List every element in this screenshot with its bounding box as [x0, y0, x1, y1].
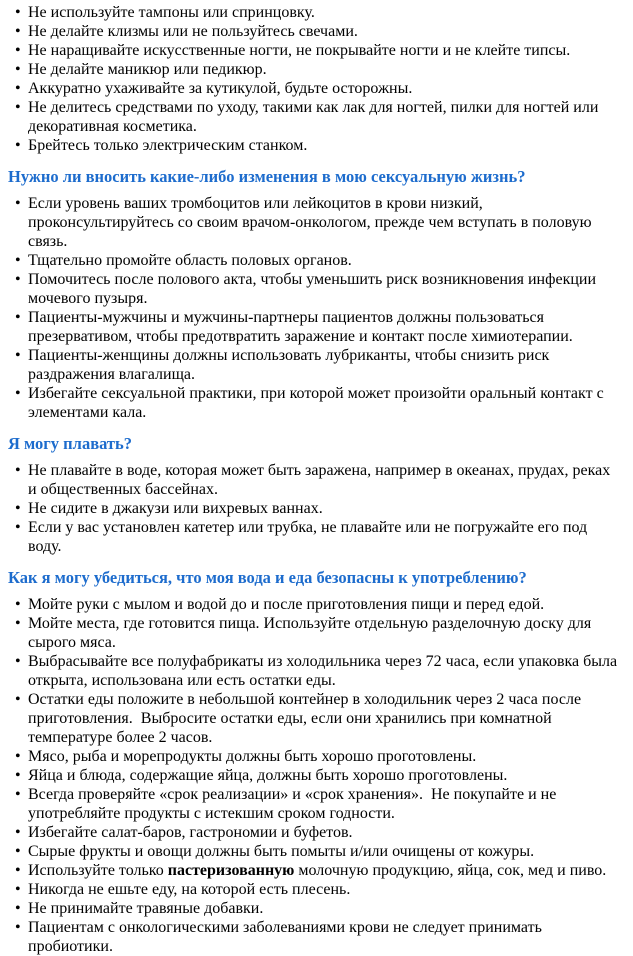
bullet-icon: • — [15, 596, 21, 613]
text-segment: Не делайте клизмы или не пользуйтесь свечами. — [28, 23, 358, 40]
bullet-icon: • — [15, 862, 21, 879]
list-item — [15, 384, 619, 422]
text-segment: Не принимайте травяные добавки. — [28, 900, 264, 917]
text-segment: Не делитесь средствами по уходу, такими как лак для ногтей, пилки для ногтей или декоративная косметика. — [28, 99, 603, 135]
bullet-icon: • — [15, 137, 21, 154]
text-segment: Аккуратно ухаживайте за кутикулой, будьте осторожны. — [28, 80, 413, 97]
list-item — [15, 194, 619, 251]
list-item — [15, 98, 619, 136]
section-heading: Нужно ли вносить какие-либо изменения в мою сексуальную жизнь? — [8, 167, 526, 186]
section-heading: Как я могу убедиться, что моя вода и еда безопасны к употреблению? — [8, 568, 527, 587]
bullet-icon: • — [15, 653, 21, 670]
list-item — [15, 79, 619, 98]
list-item — [15, 899, 619, 918]
list-item-text — [28, 767, 507, 784]
bullet-icon: • — [15, 61, 21, 78]
bold-text-segment: пастеризованную — [167, 862, 295, 879]
bullet-icon: • — [15, 42, 21, 59]
list-item — [15, 41, 619, 60]
bullet-icon: • — [15, 385, 21, 402]
bullet-icon: • — [15, 843, 21, 860]
list-item-text — [28, 919, 546, 955]
bullet-icon: • — [15, 691, 21, 708]
text-segment: Мойте руки с мылом и водой до и после приготовления пищи и перед едой. — [28, 596, 545, 613]
list-item — [15, 270, 619, 308]
list-item-text — [28, 824, 353, 841]
text-segment: Пациенты-женщины должны использовать лубриканты, чтобы снизить риск раздражения влагалища. — [28, 347, 554, 383]
list-item — [15, 461, 619, 499]
list-item-text — [28, 615, 595, 651]
text-segment: Избегайте салат-баров, гастрономии и буфетов. — [28, 824, 353, 841]
bullet-icon: • — [15, 519, 21, 536]
list-item-text — [28, 271, 600, 307]
text-segment: Остатки еды положите в небольшой контейнер в холодильник через 2 часа после приготовления. Выбросите остатки еды, если они хранились при комнатной температуре более 2 часов. — [28, 691, 586, 746]
section-heading: Я могу плавать? — [8, 434, 133, 453]
bullet-icon: • — [15, 748, 21, 765]
list-item-text — [28, 99, 602, 135]
text-segment: Если уровень ваших тромбоцитов или лейкоцитов в крови низкий, проконсультируйтесь со своим врачом-онкологом, прежде чем вступать в половую связь. — [28, 195, 596, 250]
text-segment: Брейтесь только электрическим станком. — [28, 137, 308, 154]
bullet-icon: • — [15, 271, 21, 288]
bullet-icon: • — [15, 824, 21, 841]
text-segment: Яйца и блюда, содержащие яйца, должны быть хорошо проготовлены. — [28, 767, 508, 784]
bullet-list — [8, 595, 622, 956]
text-segment: молочную продукцию, яйца, сок, мед и пиво. — [294, 862, 607, 879]
list-item — [15, 251, 619, 270]
list-item-text — [28, 80, 412, 97]
bullet-list — [8, 461, 619, 556]
text-segment: Помочитесь после полового акта, чтобы уменьшить риск возникновения инфекции мочевого пузыря. — [28, 271, 601, 307]
list-item — [15, 308, 619, 346]
list-item-text — [28, 309, 573, 345]
bullet-icon: • — [15, 462, 21, 479]
text-segment: Не используйте тампоны или спринцовку. — [28, 4, 315, 21]
list-item — [15, 842, 619, 861]
list-item — [15, 595, 619, 614]
list-item-text — [28, 653, 621, 689]
list-item — [15, 880, 619, 899]
list-item-text — [28, 385, 608, 421]
bullet-list — [8, 194, 619, 422]
list-item — [15, 766, 619, 785]
text-segment: Не сидите в джакузи или вихревых ваннах. — [28, 500, 323, 517]
list-item — [15, 136, 619, 155]
list-item-text — [28, 596, 544, 613]
list-item-text — [28, 4, 315, 21]
bullet-icon: • — [15, 80, 21, 97]
list-item-text — [28, 252, 352, 269]
bullet-icon: • — [15, 881, 21, 898]
bullet-icon: • — [15, 195, 21, 212]
list-item — [15, 346, 619, 384]
list-item-text — [28, 61, 267, 78]
list-item-text — [28, 862, 606, 879]
list-item — [15, 861, 619, 880]
bullet-icon: • — [15, 252, 21, 269]
list-item — [15, 614, 619, 652]
list-item-text — [28, 786, 560, 822]
list-item — [15, 823, 619, 842]
bullet-icon: • — [15, 347, 21, 364]
list-item-text — [28, 137, 307, 154]
bullet-icon: • — [15, 99, 21, 116]
list-item-text — [28, 900, 263, 917]
text-segment: Пациентам с онкологическими заболеваниями крови не следует принимать пробиотики. — [28, 919, 546, 955]
list-item — [15, 747, 619, 766]
text-segment: Если у вас установлен катетер или трубка, не плавайте или не погружайте его под воду. — [28, 519, 592, 555]
list-item-text — [28, 347, 553, 383]
list-item-text — [28, 42, 570, 59]
text-segment: Не наращивайте искусственные ногти, не покрывайте ногти и не клейте типсы. — [28, 42, 571, 59]
bullet-icon: • — [15, 4, 21, 21]
text-segment: Не делайте маникюр или педикюр. — [28, 61, 267, 78]
bullet-icon: • — [15, 919, 21, 936]
list-item — [15, 652, 622, 690]
list-item — [15, 499, 619, 518]
text-segment: Избегайте сексуальной практики, при которой может произойти оральный контакт с элементами кала. — [28, 385, 608, 421]
text-segment: Мойте места, где готовится пища. Используйте отдельную разделочную доску для сырого мяса. — [28, 615, 596, 651]
text-segment: Никогда не ешьте еду, на которой есть плесень. — [28, 881, 351, 898]
list-item-text — [28, 462, 614, 498]
list-item-text — [28, 23, 358, 40]
bullet-icon: • — [15, 900, 21, 917]
text-segment: Выбрасывайте все полуфабрикаты из холодильника через 72 часа, если упаковка была открыта, использована или есть остатки еды. — [28, 653, 622, 689]
text-segment: Мясо, рыба и морепродукты должны быть хорошо проготовлены. — [28, 748, 477, 765]
bullet-icon: • — [15, 767, 21, 784]
bullet-icon: • — [15, 786, 21, 803]
list-item-text — [28, 881, 350, 898]
bullet-icon: • — [15, 23, 21, 40]
text-segment: Не плавайте в воде, которая может быть заражена, например в океанах, прудах, реках и общественных бассейнах. — [28, 462, 615, 498]
bullet-icon: • — [15, 615, 21, 632]
list-item — [15, 690, 619, 747]
list-item — [15, 3, 619, 22]
text-segment: Пациенты-мужчины и мужчины-партнеры пациентов должны пользоваться презервативом, чтобы предотвратить заражение и контакт после химиотерапии. — [28, 309, 573, 345]
list-item-text — [28, 748, 476, 765]
list-item-text — [28, 195, 596, 250]
list-item-text — [28, 519, 591, 555]
list-item-text — [28, 691, 585, 746]
list-item — [15, 518, 619, 556]
list-item — [15, 60, 619, 79]
bullet-list — [8, 3, 619, 155]
bullet-icon: • — [15, 500, 21, 517]
list-item-text — [28, 500, 323, 517]
text-segment: Всегда проверяйте «срок реализации» и «срок хранения». Не покупайте и не употребляйте продукты с истекшим сроком годности. — [28, 786, 561, 822]
text-segment: Тщательно промойте область половых органов. — [28, 252, 352, 269]
list-item — [15, 22, 619, 41]
list-item — [15, 785, 619, 823]
list-item — [15, 918, 619, 956]
bullet-icon: • — [15, 309, 21, 326]
list-item-text — [28, 843, 534, 860]
text-segment: Сырые фрукты и овощи должны быть помыты и/или очищены от кожуры. — [28, 843, 535, 860]
text-segment: Используйте только — [28, 862, 168, 879]
